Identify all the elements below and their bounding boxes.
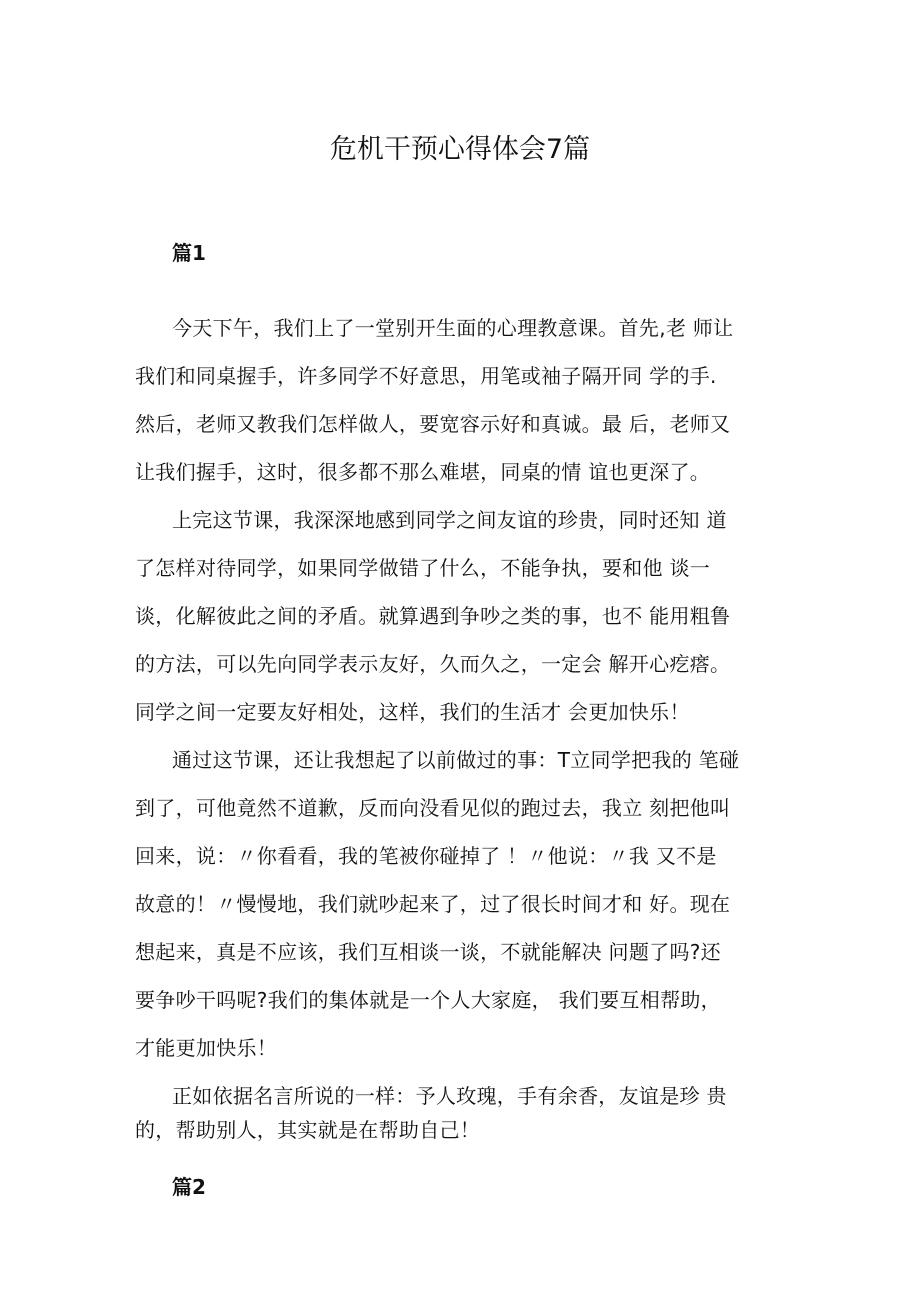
paragraph-line: 了怎样对待同学，如果同学做错了什么，不能争执，要和他 谈一 <box>135 556 711 580</box>
paragraph-line: 让我们握手，这时，很多都不那么难堪，同桌的情 谊也更深了。 <box>135 460 711 484</box>
document-title: 危机干预心得体会7篇 <box>329 134 591 165</box>
section-heading-1: 篇1 <box>172 241 206 265</box>
paragraph-line: 故意的！〃慢慢地，我们就吵起来了，过了很长时间才和 好。现在 <box>135 892 731 916</box>
paragraph-line: 上完这节课，我深深地感到同学之间友谊的珍贵，同时还知 道 <box>172 508 727 532</box>
section-heading-2: 篇2 <box>172 1175 206 1199</box>
paragraph-line: 想起来，真是不应该，我们互相谈一谈，不就能解决 问题了吗?还 <box>135 940 721 964</box>
paragraph-line: 回来，说：〃你看看，我的笔被你碰掉了 ！〃他说：〃我 又不是 <box>135 844 717 868</box>
paragraph-line: 要争吵干吗呢?我们的集体就是一个人大家庭， 我们要互相帮助， <box>135 988 721 1012</box>
paragraph-line: 通过这节课，还让我想起了以前做过的事：T立同学把我的 笔碰 <box>172 748 740 772</box>
paragraph-line: 的，帮助别人，其实就是在帮助自己！ <box>135 1118 481 1142</box>
paragraph-line: 的方法，可以先向同学表示友好，久而久之，一定会 解开心疙瘩。 <box>135 652 731 676</box>
paragraph-line: 才能更加快乐！ <box>135 1036 278 1060</box>
paragraph-line: 我们和同桌握手，许多同学不好意思，用笔或袖子隔开同 学的手. <box>135 364 717 388</box>
paragraph-line: 同学之间一定要友好相处，这样，我们的生活才 会更加快乐！ <box>135 700 690 724</box>
paragraph-line: 今天下午，我们上了一堂别开生面的心理教意课。首先,老 师让 <box>172 316 734 340</box>
paragraph-line: 正如依据名言所说的一样：予人玫瑰，手有余香，友谊是珍 贵 <box>172 1084 727 1108</box>
paragraph-line: 然后，老师又教我们怎样做人，要宽容示好和真诚。最 后，老师又 <box>135 412 731 436</box>
paragraph-line: 谈，化解彼此之间的矛盾。就算遇到争吵之类的事，也不 能用粗鲁 <box>135 604 731 628</box>
paragraph-line: 到了，可他竟然不道歉，反而向没看见似的跑过去，我立 刻把他叫 <box>135 796 731 820</box>
